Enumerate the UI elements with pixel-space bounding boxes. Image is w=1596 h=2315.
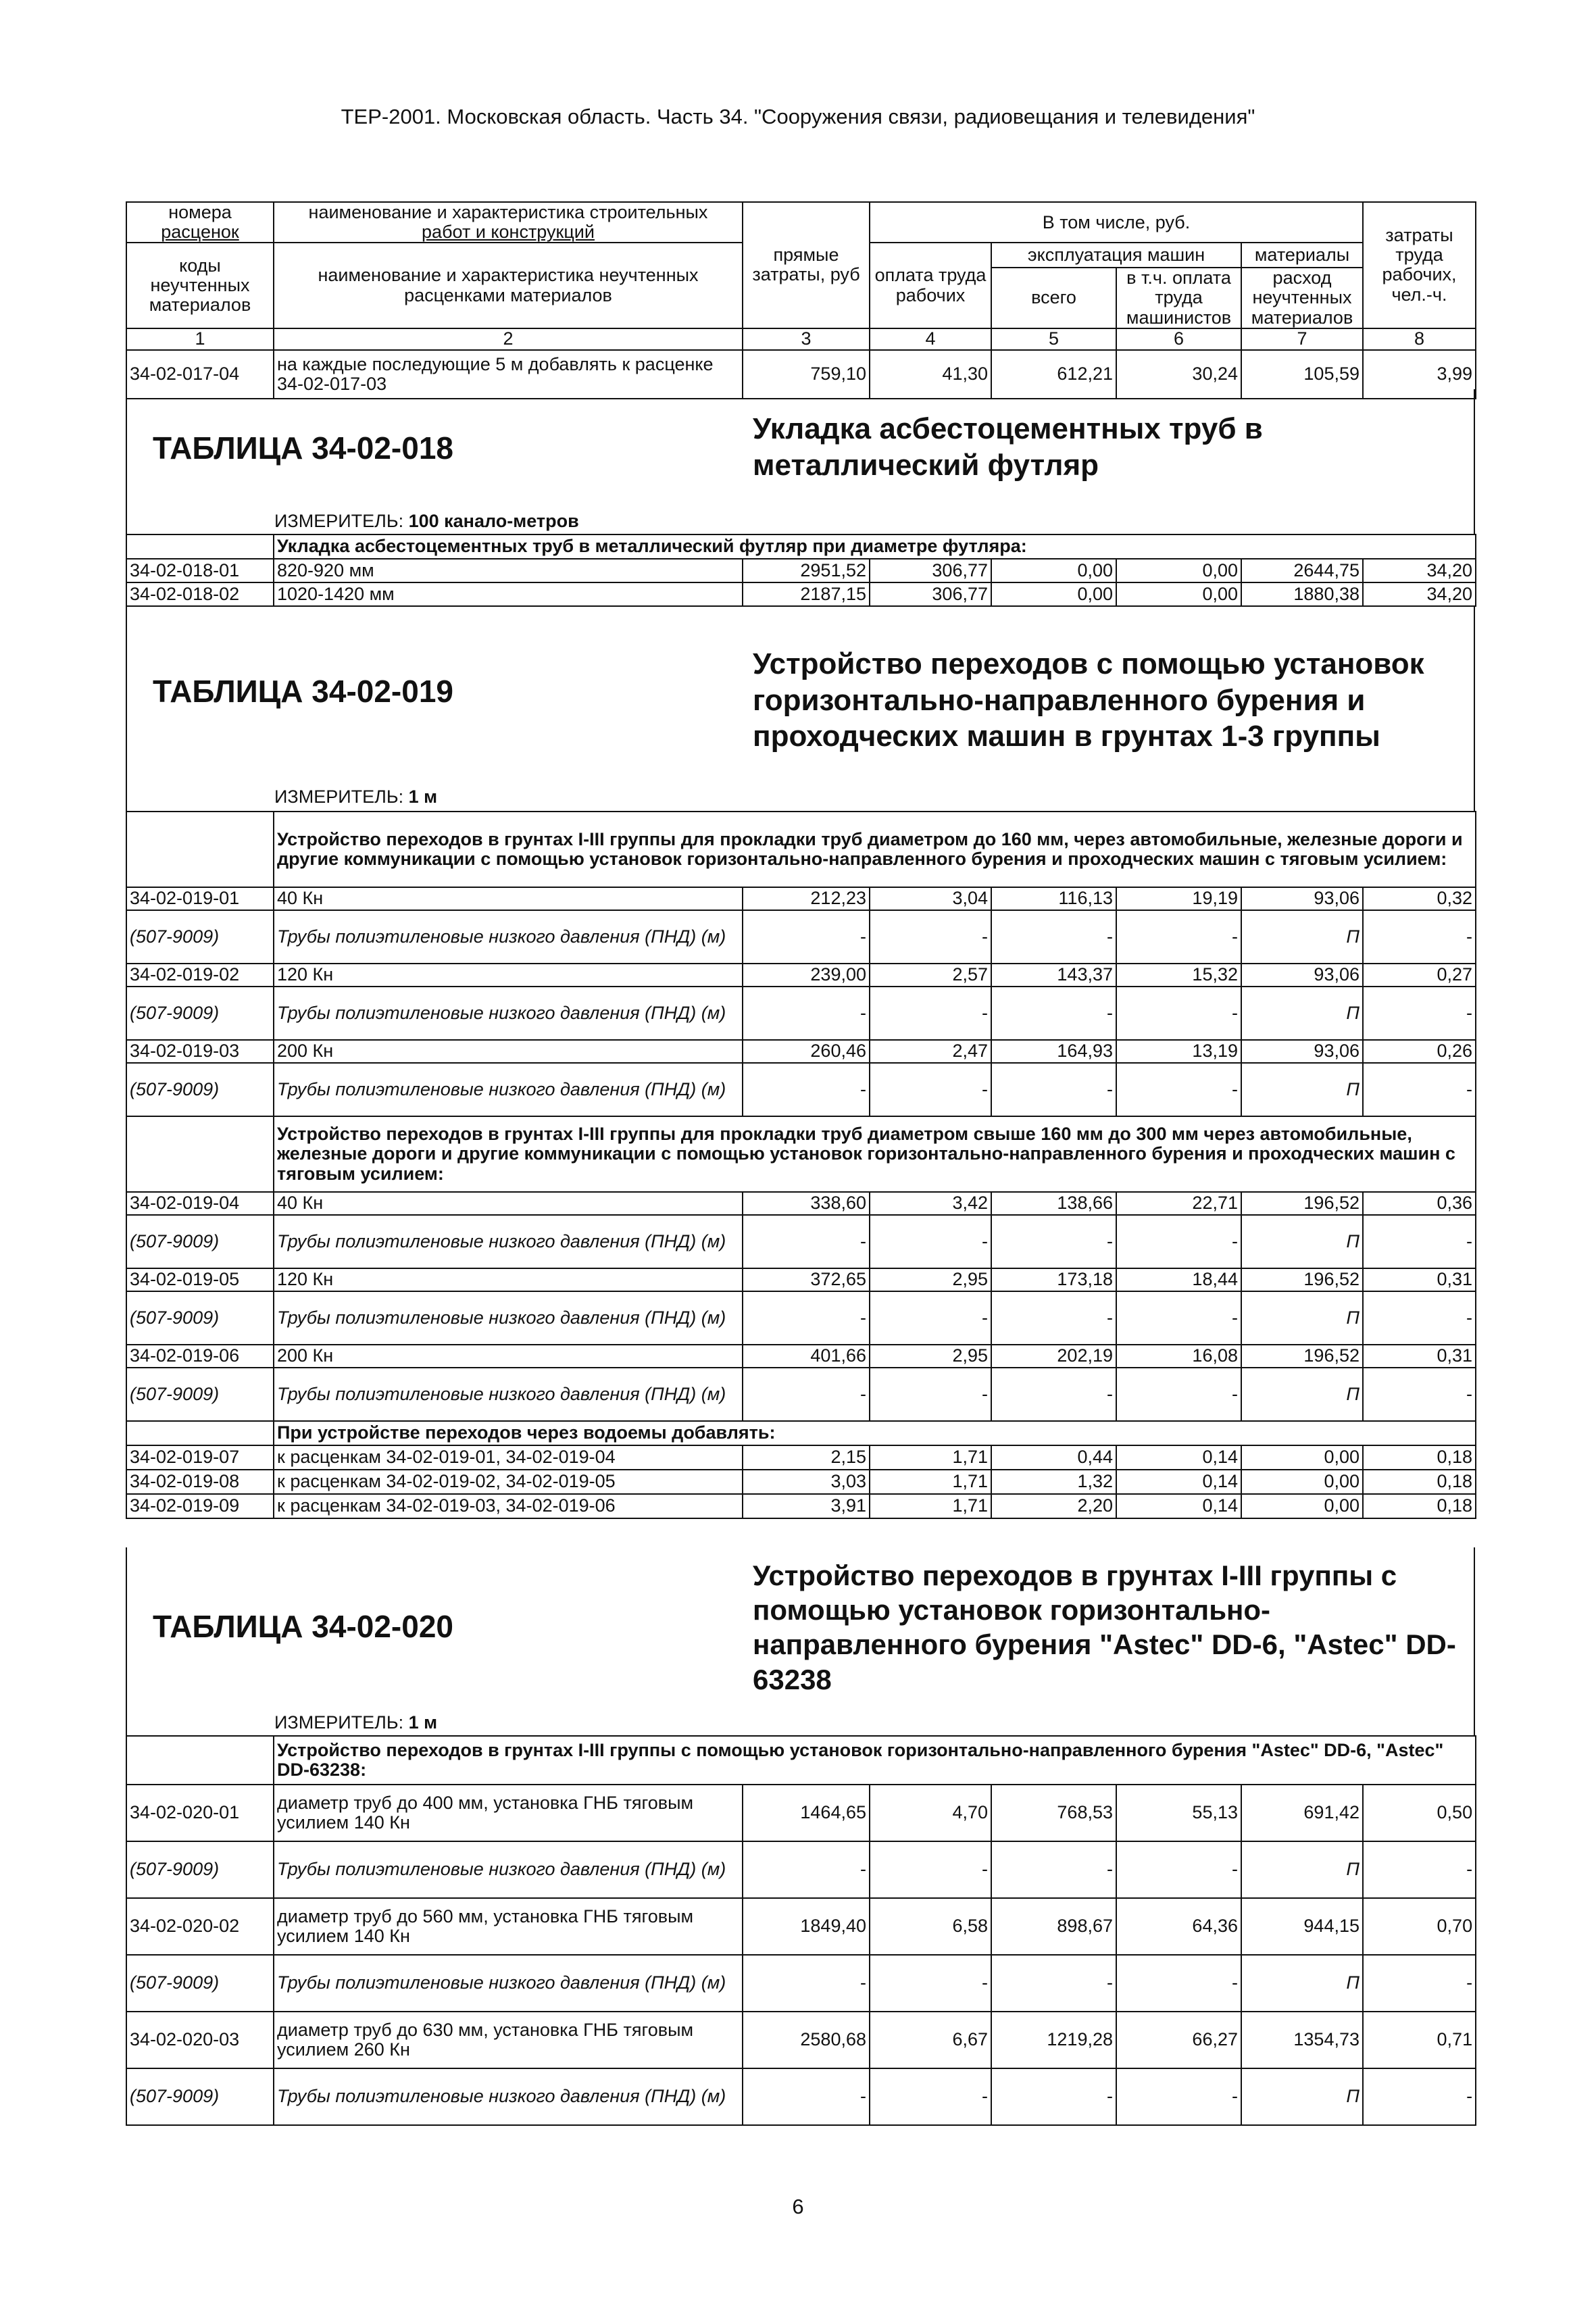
material-name: Трубы полиэтиленовые низкого давления (ПНД) (м) <box>274 1841 743 1898</box>
row-value: 66,27 <box>1116 2012 1241 2068</box>
row-name: диаметр труб до 560 мм, установка ГНБ тяговым усилием 140 Кн <box>274 1898 743 1955</box>
material-name: Трубы полиэтиленовые низкого давления (ПНД) (м) <box>274 1368 743 1421</box>
table-019-group-1: Устройство переходов в грунтах I-III группы для прокладки труб диаметром до 160 мм, через автомобильные, железные дороги и другие коммуникации с помощью установок горизонтально-направленного бурения и проходческих машин с тяговым усилием: <box>274 812 1476 887</box>
row-value: - <box>743 2068 870 2125</box>
row-value: 18,44 <box>1116 1268 1241 1291</box>
col-number: 3 <box>743 328 870 350</box>
row-value: 944,15 <box>1241 1898 1363 1955</box>
col-code-header: номера расценок <box>126 202 274 243</box>
row-value: - <box>991 1368 1116 1421</box>
row-value: - <box>991 1955 1116 2012</box>
row-value: 2,95 <box>870 1268 991 1291</box>
row-code: 34-02-019-07 <box>126 1445 274 1470</box>
row-value: 0,14 <box>1116 1494 1241 1518</box>
table-row <box>126 1898 1476 1955</box>
table-row <box>126 1192 1476 1215</box>
row-value: П <box>1241 987 1363 1040</box>
row-value: - <box>870 1215 991 1268</box>
row-value: 41,30 <box>870 350 991 399</box>
row-value: 260,46 <box>743 1040 870 1063</box>
row-value: 13,19 <box>1116 1040 1241 1063</box>
row-name: 200 Кн <box>274 1345 743 1368</box>
row-name: 120 Кн <box>274 964 743 987</box>
row-value: - <box>1116 1955 1241 2012</box>
table-subrow <box>126 987 1476 1040</box>
table-subrow <box>126 1215 1476 1268</box>
row-value: 3,99 <box>1363 350 1476 399</box>
row-value: 2951,52 <box>743 559 870 582</box>
table-019-group-2: Устройство переходов в грунтах I-III группы для прокладки труб диаметром свыше 160 мм до 300 мм через автомобильные, железные дороги и другие коммуникации с помощью установок горизонтально-направленного бурения и проходческих машин с тяговым усилием: <box>274 1116 1476 1192</box>
row-value: - <box>1116 910 1241 964</box>
table-020-heading <box>126 1547 1475 1735</box>
row-name: 820-920 мм <box>274 559 743 582</box>
col-number: 1 <box>126 328 274 350</box>
row-value: 196,52 <box>1241 1345 1363 1368</box>
row-value: 0,14 <box>1116 1470 1241 1494</box>
row-value: 6,67 <box>870 2012 991 2068</box>
row-value: - <box>1116 1368 1241 1421</box>
row-value: 30,24 <box>1116 350 1241 399</box>
row-value: 64,36 <box>1116 1898 1241 1955</box>
row-value: - <box>1116 2068 1241 2125</box>
row-value: 0,00 <box>1241 1445 1363 1470</box>
row-code: 34-02-020-02 <box>126 1898 274 1955</box>
table-subrow <box>126 910 1476 964</box>
row-value: - <box>743 1063 870 1116</box>
row-value: - <box>743 1368 870 1421</box>
row-value: 612,21 <box>991 350 1116 399</box>
row-value: 138,66 <box>991 1192 1116 1215</box>
table-018-meter: ИЗМЕРИТЕЛЬ: 100 канало-метров <box>274 511 579 531</box>
row-code: 34-02-017-04 <box>126 350 274 399</box>
column-header-table <box>126 201 1476 399</box>
row-value: - <box>1116 1291 1241 1345</box>
row-value: 1464,65 <box>743 1785 870 1841</box>
row-value: 3,03 <box>743 1470 870 1494</box>
row-name: 120 Кн <box>274 1268 743 1291</box>
table-row <box>126 2012 1476 2068</box>
table-019 <box>126 811 1476 1519</box>
row-code: 34-02-019-08 <box>126 1470 274 1494</box>
row-value: 0,18 <box>1363 1494 1476 1518</box>
row-name: 40 Кн <box>274 1192 743 1215</box>
row-value: П <box>1241 2068 1363 2125</box>
row-value: 3,91 <box>743 1494 870 1518</box>
row-value: 0,18 <box>1363 1445 1476 1470</box>
table-subrow <box>126 2068 1476 2125</box>
material-name: Трубы полиэтиленовые низкого давления (ПНД) (м) <box>274 2068 743 2125</box>
row-value: - <box>991 1063 1116 1116</box>
row-value: - <box>870 1955 991 2012</box>
row-value: 0,71 <box>1363 2012 1476 2068</box>
row-value: 0,31 <box>1363 1268 1476 1291</box>
row-value: 4,70 <box>870 1785 991 1841</box>
row-value: 0,27 <box>1363 964 1476 987</box>
row-code: 34-02-019-01 <box>126 887 274 910</box>
row-value: 338,60 <box>743 1192 870 1215</box>
material-code: (507-9009) <box>126 1291 274 1345</box>
row-code: 34-02-019-04 <box>126 1192 274 1215</box>
row-value: 0,36 <box>1363 1192 1476 1215</box>
row-name: диаметр труб до 400 мм, установка ГНБ тяговым усилием 140 Кн <box>274 1785 743 1841</box>
row-value: - <box>1363 1291 1476 1345</box>
row-value: - <box>991 1215 1116 1268</box>
col-labor-header: затраты труда рабочих, чел.-ч. <box>1363 202 1476 328</box>
row-value: 1354,73 <box>1241 2012 1363 2068</box>
row-value: П <box>1241 1841 1363 1898</box>
row-value: 2,57 <box>870 964 991 987</box>
row-value: 34,20 <box>1363 559 1476 582</box>
row-value: 196,52 <box>1241 1192 1363 1215</box>
col-operators-header: в т.ч. оплата труда машинистов <box>1116 268 1241 328</box>
row-code: 34-02-019-03 <box>126 1040 274 1063</box>
material-name: Трубы полиэтиленовые низкого давления (ПНД) (м) <box>274 1291 743 1345</box>
table-018 <box>126 534 1476 607</box>
row-value: 759,10 <box>743 350 870 399</box>
material-code: (507-9009) <box>126 1368 274 1421</box>
row-code: 34-02-018-01 <box>126 559 274 582</box>
row-value: 1880,38 <box>1241 582 1363 606</box>
row-value: - <box>743 987 870 1040</box>
table-subrow <box>126 1368 1476 1421</box>
table-019-meter: ИЗМЕРИТЕЛЬ: 1 м <box>274 787 438 807</box>
col-mat-codes-header: коды неучтенных материалов <box>126 243 274 328</box>
page-number: 6 <box>792 2195 804 2218</box>
row-value: - <box>870 987 991 1040</box>
row-value: - <box>743 1215 870 1268</box>
table-subrow <box>126 1955 1476 2012</box>
row-value: 898,67 <box>991 1898 1116 1955</box>
row-value: 202,19 <box>991 1345 1116 1368</box>
table-019-label: ТАБЛИЦА 34-02-019 <box>153 674 453 709</box>
material-code: (507-9009) <box>126 1215 274 1268</box>
row-value: 93,06 <box>1241 887 1363 910</box>
row-code: 34-02-019-06 <box>126 1345 274 1368</box>
row-value: 0,70 <box>1363 1898 1476 1955</box>
table-subrow <box>126 1841 1476 1898</box>
row-value: 0,32 <box>1363 887 1476 910</box>
row-value: 15,32 <box>1116 964 1241 987</box>
row-code: 34-02-019-02 <box>126 964 274 987</box>
row-value: 691,42 <box>1241 1785 1363 1841</box>
row-value: 2187,15 <box>743 582 870 606</box>
row-value: - <box>1116 987 1241 1040</box>
row-value: 0,44 <box>991 1445 1116 1470</box>
row-value: 16,08 <box>1116 1345 1241 1368</box>
row-value: 19,19 <box>1116 887 1241 910</box>
row-code: 34-02-020-01 <box>126 1785 274 1841</box>
row-name: к расценкам 34-02-019-02, 34-02-019-05 <box>274 1470 743 1494</box>
row-code: 34-02-020-03 <box>126 2012 274 2068</box>
material-code: (507-9009) <box>126 1841 274 1898</box>
row-value: 212,23 <box>743 887 870 910</box>
row-name: к расценкам 34-02-019-01, 34-02-019-04 <box>274 1445 743 1470</box>
row-value: - <box>1363 1841 1476 1898</box>
row-value: - <box>743 1291 870 1345</box>
col-mat-use-header: расход неучтенных материалов <box>1241 268 1363 328</box>
row-value: - <box>1363 1368 1476 1421</box>
row-name: диаметр труб до 630 мм, установка ГНБ тяговым усилием 260 Кн <box>274 2012 743 2068</box>
row-value: 105,59 <box>1241 350 1363 399</box>
table-020-title: Устройство переходов в грунтах I-III группы с помощью установок горизонтально-направленного бурения "Astec" DD-6, "Astec" DD-63238 <box>753 1560 1456 1695</box>
table-019-heading <box>126 605 1475 811</box>
row-value: 34,20 <box>1363 582 1476 606</box>
table-018-group: Укладка асбестоцементных труб в металлический футляр при диаметре футляра: <box>274 534 1476 559</box>
col-machines-header: эксплуатация машин <box>991 243 1241 268</box>
row-value: П <box>1241 1368 1363 1421</box>
row-value: - <box>1363 987 1476 1040</box>
col-name-header: наименование и характеристика строительных работ и конструкций <box>274 202 743 243</box>
table-row <box>126 887 1476 910</box>
row-value: - <box>1363 1063 1476 1116</box>
material-code: (507-9009) <box>126 987 274 1040</box>
row-code: 34-02-019-09 <box>126 1494 274 1518</box>
table-row <box>126 1785 1476 1841</box>
row-value: П <box>1241 1291 1363 1345</box>
col-number: 7 <box>1241 328 1363 350</box>
row-value: 0,00 <box>1241 1470 1363 1494</box>
material-code: (507-9009) <box>126 2068 274 2125</box>
table-subrow <box>126 1063 1476 1116</box>
row-value: - <box>1363 910 1476 964</box>
material-code: (507-9009) <box>126 910 274 964</box>
row-value: 2,15 <box>743 1445 870 1470</box>
page-header: ТЕР-2001. Московская область. Часть 34. "Сооружения связи, радиовещания и телевидения" <box>341 105 1255 128</box>
row-value: 0,00 <box>1116 582 1241 606</box>
table-row <box>126 1345 1476 1368</box>
row-value: - <box>870 2068 991 2125</box>
row-value: - <box>991 910 1116 964</box>
row-value: - <box>991 1291 1116 1345</box>
row-value: - <box>1363 2068 1476 2125</box>
row-value: 0,18 <box>1363 1470 1476 1494</box>
table-020-group: Устройство переходов в грунтах I-III группы с помощью установок горизонтально-направленного бурения "Astec" DD-6, "Astec" DD-63238: <box>274 1736 1476 1785</box>
row-value: П <box>1241 910 1363 964</box>
row-value: - <box>743 910 870 964</box>
row-value: 1,32 <box>991 1470 1116 1494</box>
row-value: - <box>991 1841 1116 1898</box>
row-value: - <box>1116 1841 1241 1898</box>
row-value: - <box>743 1955 870 2012</box>
table-020-meter: ИЗМЕРИТЕЛЬ: 1 м <box>274 1712 438 1733</box>
row-value: 1,71 <box>870 1494 991 1518</box>
table-row <box>126 964 1476 987</box>
material-code: (507-9009) <box>126 1063 274 1116</box>
col-wage-header: оплата труда рабочих <box>870 243 991 328</box>
row-value: - <box>991 987 1116 1040</box>
material-name: Трубы полиэтиленовые низкого давления (ПНД) (м) <box>274 1063 743 1116</box>
row-value: 173,18 <box>991 1268 1116 1291</box>
row-value: 55,13 <box>1116 1785 1241 1841</box>
row-value: - <box>1363 1955 1476 2012</box>
material-name: Трубы полиэтиленовые низкого давления (ПНД) (м) <box>274 910 743 964</box>
row-value: 2580,68 <box>743 2012 870 2068</box>
row-name: 40 Кн <box>274 887 743 910</box>
row-value: - <box>870 1063 991 1116</box>
table-018-heading <box>126 389 1475 534</box>
table-019-title: Устройство переходов с помощью установок горизонтально-направленного бурения и проходческих машин в грунтах 1-3 группы <box>753 647 1424 753</box>
row-value: 0,00 <box>991 559 1116 582</box>
row-value: 1219,28 <box>991 2012 1116 2068</box>
table-020-label: ТАБЛИЦА 34-02-020 <box>153 1609 453 1644</box>
col-number: 4 <box>870 328 991 350</box>
row-value: 2,95 <box>870 1345 991 1368</box>
row-value: 0,00 <box>1116 559 1241 582</box>
col-number: 8 <box>1363 328 1476 350</box>
col-number: 2 <box>274 328 743 350</box>
row-name: 1020-1420 мм <box>274 582 743 606</box>
row-value: 306,77 <box>870 559 991 582</box>
row-value: 0,00 <box>1241 1494 1363 1518</box>
row-value: 116,13 <box>991 887 1116 910</box>
table-row <box>126 1445 1476 1470</box>
row-value: 0,14 <box>1116 1445 1241 1470</box>
col-number: 5 <box>991 328 1116 350</box>
row-value: 768,53 <box>991 1785 1116 1841</box>
row-code: 34-02-019-05 <box>126 1268 274 1291</box>
row-value: - <box>870 1368 991 1421</box>
row-value: 1,71 <box>870 1470 991 1494</box>
table-row <box>126 1470 1476 1494</box>
row-value: 239,00 <box>743 964 870 987</box>
row-value: - <box>991 2068 1116 2125</box>
row-name: на каждые последующие 5 м добавлять к расценке 34-02-017-03 <box>274 350 743 399</box>
row-name: 200 Кн <box>274 1040 743 1063</box>
row-value: 306,77 <box>870 582 991 606</box>
table-row <box>126 1268 1476 1291</box>
col-number: 6 <box>1116 328 1241 350</box>
material-name: Трубы полиэтиленовые низкого давления (ПНД) (м) <box>274 987 743 1040</box>
table-row <box>126 1040 1476 1063</box>
row-value: 164,93 <box>991 1040 1116 1063</box>
row-value: П <box>1241 1955 1363 2012</box>
row-value: 0,26 <box>1363 1040 1476 1063</box>
row-value: 372,65 <box>743 1268 870 1291</box>
row-value: 93,06 <box>1241 964 1363 987</box>
row-value: П <box>1241 1215 1363 1268</box>
col-mat-name-header: наименование и характеристика неучтенных расценками материалов <box>274 243 743 328</box>
table-018-label: ТАБЛИЦА 34-02-018 <box>153 430 453 466</box>
table-020 <box>126 1735 1476 2126</box>
row-value: 3,04 <box>870 887 991 910</box>
row-value: - <box>1116 1215 1241 1268</box>
row-value: - <box>1116 1063 1241 1116</box>
row-value: 6,58 <box>870 1898 991 1955</box>
table-019-group-3: При устройстве переходов через водоемы добавлять: <box>274 1421 1476 1445</box>
col-incl-header: В том числе, руб. <box>870 202 1363 243</box>
row-value: 401,66 <box>743 1345 870 1368</box>
row-value: - <box>1363 1215 1476 1268</box>
row-value: 0,00 <box>991 582 1116 606</box>
row-value: 2,47 <box>870 1040 991 1063</box>
table-row <box>126 582 1476 606</box>
row-value: - <box>870 1291 991 1345</box>
row-value: 93,06 <box>1241 1040 1363 1063</box>
row-value: 2644,75 <box>1241 559 1363 582</box>
row-value: - <box>870 910 991 964</box>
row-value: 22,71 <box>1116 1192 1241 1215</box>
material-name: Трубы полиэтиленовые низкого давления (ПНД) (м) <box>274 1955 743 2012</box>
row-value: 3,42 <box>870 1192 991 1215</box>
material-code: (507-9009) <box>126 1955 274 2012</box>
row-value: - <box>743 1841 870 1898</box>
table-subrow <box>126 1291 1476 1345</box>
row-value: 1,71 <box>870 1445 991 1470</box>
row-value: 1849,40 <box>743 1898 870 1955</box>
row-value: 0,31 <box>1363 1345 1476 1368</box>
col-materials-header: материалы <box>1241 243 1363 268</box>
row-value: 196,52 <box>1241 1268 1363 1291</box>
row-value: П <box>1241 1063 1363 1116</box>
row-value: 143,37 <box>991 964 1116 987</box>
col-total-header: всего <box>991 268 1116 328</box>
table-row <box>126 1494 1476 1518</box>
row-value: - <box>870 1841 991 1898</box>
table-row <box>126 559 1476 582</box>
col-direct-header: прямые затраты, руб <box>743 202 870 328</box>
row-value: 2,20 <box>991 1494 1116 1518</box>
table-018-title: Укладка асбестоцементных труб в металлический футляр <box>753 412 1263 482</box>
row-value: 0,50 <box>1363 1785 1476 1841</box>
material-name: Трубы полиэтиленовые низкого давления (ПНД) (м) <box>274 1215 743 1268</box>
row-code: 34-02-018-02 <box>126 582 274 606</box>
row-name: к расценкам 34-02-019-03, 34-02-019-06 <box>274 1494 743 1518</box>
